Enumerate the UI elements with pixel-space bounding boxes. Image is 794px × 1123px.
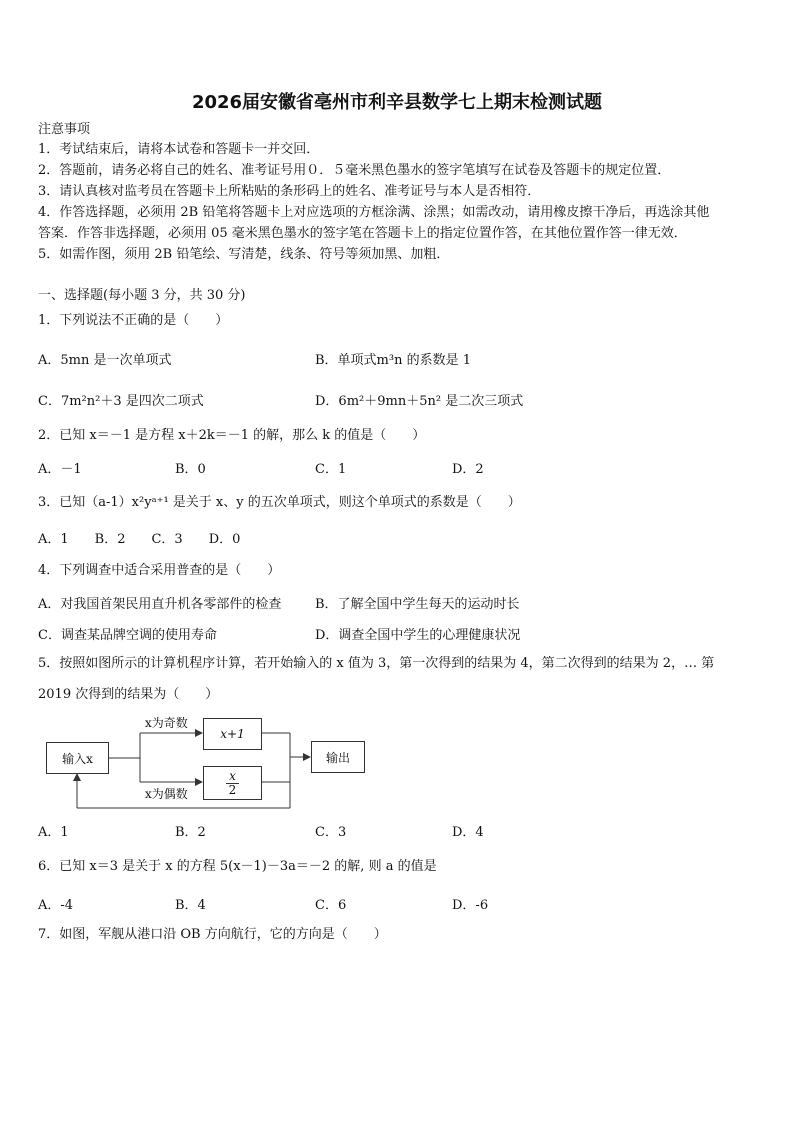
q5-option-a: A．1 [38, 825, 69, 840]
q2-option-b: B．0 [175, 462, 206, 477]
q3-options: A．1 B．2 C．3 D．0 [38, 532, 241, 547]
q5-stem-line2: 2019 次得到的结果为（ ） [38, 687, 219, 702]
q3-stem: 3．已知（a-1）x²yᵃ⁺¹ 是关于 x、y 的五次单项式，则这个单项式的系数是（ ） [38, 495, 521, 510]
q1-option-c: C．7m²n²＋3 是四次二项式 [38, 394, 204, 409]
q6-option-a: A．-4 [38, 898, 74, 913]
q4-option-b: B．了解全国中学生每天的运动时长 [315, 597, 520, 612]
q5-option-d: D．4 [452, 825, 484, 840]
q1-stem: 1．下列说法不正确的是（ ） [38, 313, 229, 328]
q5-option-b: B．2 [175, 825, 206, 840]
notice-item: 4．作答选择题，必须用 2B 铅笔将答题卡上对应选项的方框涂满、涂黑；如需改动，请用橡皮擦干净后，再选涂其他 [38, 205, 710, 220]
notice-item: 5．如需作图，须用 2B 铅笔绘、写清楚，线条、符号等须加黑、加粗． [38, 247, 450, 262]
section-heading: 一、选择题(每小题 3 分，共 30 分) [38, 288, 246, 303]
flow-even-label: x为偶数 [145, 787, 188, 801]
q5-stem-line1: 5．按照如图所示的计算机程序计算，若开始输入的 x 值为 3，第一次得到的结果为 4，第二次得到的结果为 2，… 第 [38, 656, 715, 671]
flow-output-box [311, 741, 365, 773]
flow-even-box [203, 766, 262, 800]
notice-item: 答案．作答非选择题，必须用 05 毫米黑色墨水的签字笔在答题卡上的指定位置作答，在其他位置作答一律无效． [38, 226, 687, 241]
q5-option-c: C．3 [315, 825, 347, 840]
q1-option-b: B．单项式m³n 的系数是 1 [315, 353, 472, 368]
flow-odd-label: x为奇数 [145, 716, 188, 730]
q6-option-c: C．6 [315, 898, 347, 913]
notice-heading: 注意事项 [38, 122, 91, 137]
flow-odd-box [203, 718, 262, 750]
flow-even-numerator: x [226, 770, 239, 784]
q1-option-a: A．5mn 是一次单项式 [38, 353, 172, 368]
notice-item: 3．请认真核对监考员在答题卡上所粘贴的条形码上的姓名、准考证号与本人是否相符． [38, 184, 541, 199]
q4-stem: 4．下列调查中适合采用普查的是（ ） [38, 563, 281, 578]
q6-option-b: B．4 [175, 898, 206, 913]
q1-option-d: D．6m²＋9mn＋5n² 是二次三项式 [315, 394, 524, 409]
q2-stem: 2．已知 x＝－1 是方程 x＋2k＝－1 的解，那么 k 的值是（ ） [38, 428, 426, 443]
flow-input-label: 输入x [62, 751, 93, 766]
q4-option-d: D．调查全国中学生的心理健康状况 [315, 628, 521, 643]
notice-item: 2．答题前，请务必将自己的姓名、准考证号用０．５毫米黑色墨水的签字笔填写在试卷及答题卡的规定位置． [38, 163, 671, 178]
q2-option-d: D．2 [452, 462, 484, 477]
q4-option-a: A．对我国首架民用直升机各零部件的检查 [38, 597, 282, 612]
q2-option-a: A．－1 [38, 462, 82, 477]
q7-stem: 7．如图，军舰从港口沿 OB 方向航行，它的方向是（ ） [38, 927, 387, 942]
flow-odd-expr: x+1 [220, 727, 245, 741]
q4-option-c: C．调查某品牌空调的使用寿命 [38, 628, 217, 643]
page-title: 2026届安徽省亳州市利辛县数学七上期末检测试题 [191, 92, 603, 113]
q6-stem: 6．已知 x＝3 是关于 x 的方程 5(x－1)－3a＝－2 的解, 则 a 的值是 [38, 859, 437, 874]
q2-option-c: C．1 [315, 462, 347, 477]
notice-item: 1．考试结束后，请将本试卷和答题卡一并交回． [38, 142, 320, 157]
q6-option-d: D．-6 [452, 898, 489, 913]
flow-output-label: 输出 [325, 750, 350, 765]
flow-even-denominator: 2 [228, 782, 237, 797]
flow-input-box [46, 742, 109, 774]
